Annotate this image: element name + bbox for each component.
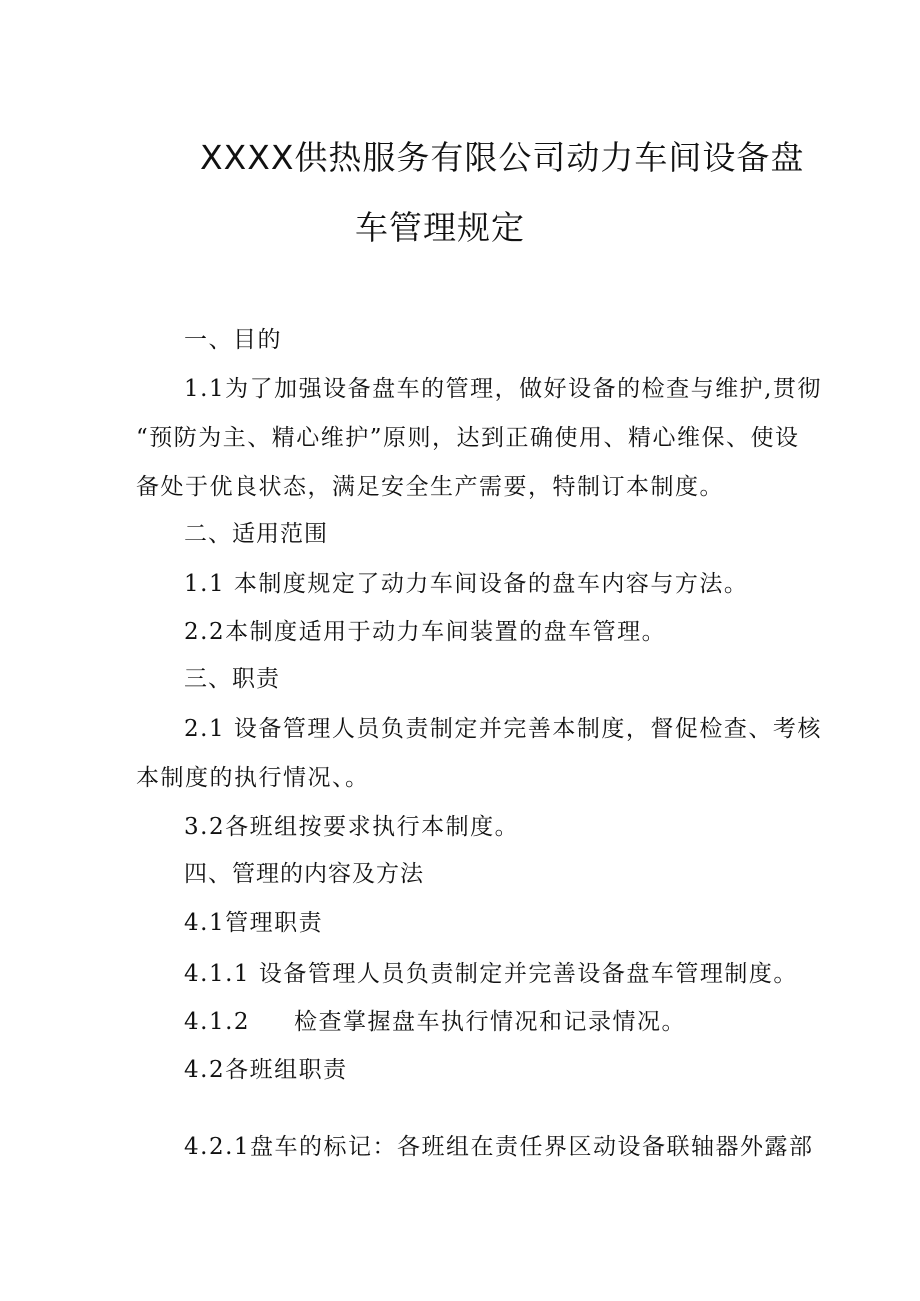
section-4-paragraph-3-text: 检查掌握盘车执行情况和记录情况。 xyxy=(294,1009,687,1035)
section-3-paragraph-1-line-1: 2.1 设备管理人员负责制定并完善本制度，督促检查、考核 xyxy=(184,716,822,742)
section-4-heading: 四、管理的内容及方法 xyxy=(184,861,424,887)
section-3-paragraph-2: 3.2各班组按要求执行本制度。 xyxy=(184,814,520,840)
document-title-line-2: 车管理规定 xyxy=(355,208,525,247)
section-4-paragraph-2: 4.1.1 设备管理人员负责制定并完善设备盘车管理制度。 xyxy=(184,961,798,987)
section-2-heading: 二、适用范围 xyxy=(184,521,328,547)
section-1-paragraph-line-2: “预防为主、精心维护”原则，达到正确使用、精心维保、使设 xyxy=(136,425,800,451)
section-1-heading: 一、目的 xyxy=(184,327,282,353)
document-title-line-1: XXXX供热服务有限公司动力车间设备盘 xyxy=(200,138,805,177)
section-3-paragraph-1-line-2: 本制度的执行情况、。 xyxy=(136,765,370,791)
section-1-paragraph-line-3: 备处于优良状态，满足安全生产需要，特制订本制度。 xyxy=(136,474,724,500)
section-4-paragraph-3 xyxy=(184,1003,686,1036)
section-2-paragraph-1: 1.1 本制度规定了动力车间设备的盘车内容与方法。 xyxy=(184,571,749,597)
section-2-paragraph-2: 2.2本制度适用于动力车间装置的盘车管理。 xyxy=(184,619,667,645)
section-4-paragraph-4: 4.2各班组职责 xyxy=(184,1057,348,1083)
section-4-paragraph-3-number: 4.1.2 xyxy=(184,1009,251,1035)
section-4-paragraph-5: 4.2.1盘车的标记：各班组在责任界区动设备联轴器外露部 xyxy=(184,1134,814,1160)
section-3-heading: 三、职责 xyxy=(184,666,280,692)
section-4-paragraph-1: 4.1管理职责 xyxy=(184,910,324,936)
section-1-paragraph-line-1: 1.1为了加强设备盘车的管理，做好设备的检查与维护,贯彻 xyxy=(184,376,822,402)
